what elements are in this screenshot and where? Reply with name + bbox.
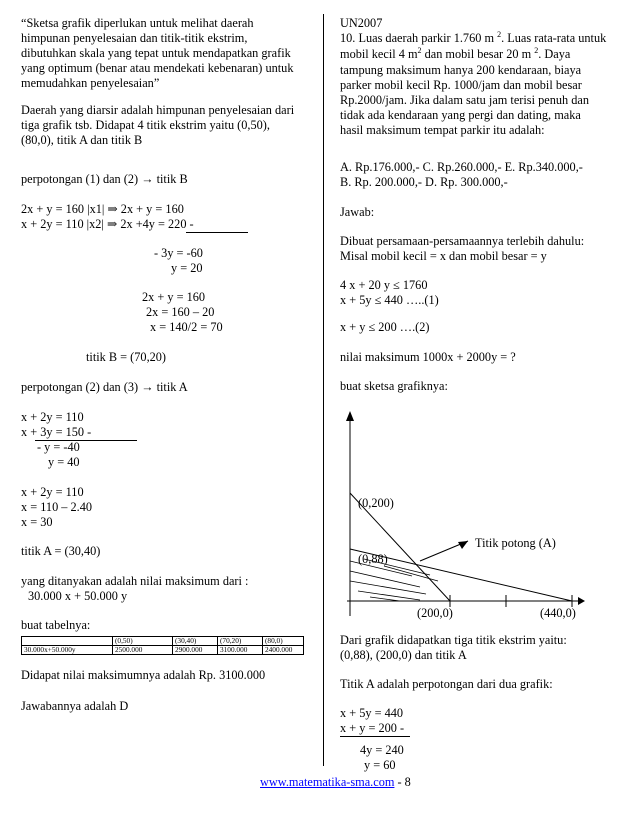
- problem-source: UN2007: [340, 16, 383, 30]
- extreme-points: (0,88), (200,0) dan titik A: [340, 648, 467, 662]
- equation: x = 110 – 2.40: [21, 500, 93, 514]
- table-intro: buat tabelnya:: [21, 618, 91, 632]
- calc-line: 2x + y = 160: [142, 290, 206, 304]
- objective-function: 30.000 x + 50.000 y: [28, 589, 128, 603]
- system-equation: x + 5y = 440: [340, 706, 404, 720]
- system-equation: y = 60: [364, 758, 396, 772]
- equation: x + 2y = 110: [21, 485, 84, 499]
- equation: x + 2y = 110: [21, 410, 84, 424]
- objective: nilai maksimum 1000x + 2000y = ?: [340, 350, 516, 364]
- conclusion: Didapat nilai maksimumnya adalah Rp. 3100.000: [21, 668, 266, 682]
- table-cell: (0,50): [113, 637, 173, 646]
- table-row: [22, 646, 304, 655]
- subtraction-line: [186, 232, 248, 233]
- inequality: x + y ≤ 200 ….(2): [340, 320, 430, 334]
- page-number: - 8: [394, 775, 411, 789]
- quote-line: himpunan penyelesaian dan titik-titik ekstrim,: [21, 31, 248, 45]
- column-divider: [323, 14, 324, 766]
- model-line: Dibuat persamaan-persamaannya terlebih dahulu:: [340, 234, 585, 248]
- intro-line: (80,0), titik A dan titik B: [21, 133, 143, 147]
- problem-line: parker mobil kecil Rp. 1000/jam dan mobil besar: [340, 78, 582, 92]
- quote-line: dibutuhkan skala yang tepat untuk mendapatkan grafik: [21, 46, 291, 60]
- superscript: 2: [497, 29, 502, 39]
- calc-line: x = 140/2 = 70: [150, 320, 223, 334]
- sketch-label: buat sketsa grafiknya:: [340, 379, 448, 393]
- solution-table: [21, 636, 304, 655]
- result-point-a: titik A = (30,40): [21, 544, 101, 558]
- x-axis-arrow-icon: [578, 597, 585, 605]
- table-cell: 30.000x+50.000y: [22, 646, 113, 655]
- problem-line: [340, 31, 606, 46]
- intro-line: tiga grafik tsb. Didapat 4 titik ekstrim yaitu (0,50),: [21, 118, 270, 132]
- system-equation: x + y = 200 -: [340, 721, 405, 735]
- inequality: x + 5y ≤ 440 …..(1): [340, 293, 439, 307]
- equation: x + 3y = 150 -: [21, 425, 92, 439]
- feasible-region-graph: [340, 401, 620, 626]
- problem-text: dan mobil besar 20 m: [421, 47, 532, 61]
- quote-line: memudahkan penyelesaian”: [21, 76, 160, 90]
- quote-line: yang optimum (benar atau mendekati kebenaran) untuk: [21, 61, 294, 75]
- website-link[interactable]: www.matematika-sma.com: [260, 775, 395, 789]
- table-cell: 3100.000: [218, 646, 263, 655]
- label-200-0: (200,0): [417, 606, 453, 620]
- model-line: Misal mobil kecil = x dan mobil besar = y: [340, 249, 547, 263]
- equation: x = 30: [21, 515, 53, 529]
- table-cell: (70,20): [218, 637, 263, 646]
- label-intersection: Titik potong (A): [475, 536, 556, 550]
- intro-line: Daerah yang diarsir adalah himpunan penyelesaian dari: [21, 103, 295, 117]
- calc-line: 2x = 160 – 20: [146, 305, 215, 319]
- calc-line: y = 20: [171, 261, 203, 275]
- answer: Jawabannya adalah D: [21, 699, 129, 713]
- problem-line: Rp.2000/jam. Jika dalam satu jam terisi penuh dan: [340, 93, 589, 107]
- system-equation: 4y = 240: [360, 743, 404, 757]
- problem-line: tampung maksimum hanya 200 kendaraan, biaya: [340, 63, 582, 77]
- superscript: 2: [417, 45, 422, 55]
- answer-options: B. Rp. 200.000,- D. Rp. 300.000,-: [340, 175, 508, 189]
- question-line: yang ditanyakan adalah nilai maksimum dari :: [21, 574, 249, 588]
- problem-text: . Luas rata-rata untuk: [501, 31, 607, 45]
- table-cell: 2500.000: [113, 646, 173, 655]
- problem-line: [340, 47, 570, 62]
- page-footer: [260, 775, 411, 790]
- problem-line: tidak ada kendaraan yang pergi dan dating, maka: [340, 108, 581, 122]
- problem-text: 10. Luas daerah parkir 1.760 m: [340, 31, 495, 45]
- label-0-200: (0,200): [358, 496, 394, 510]
- heading-point-a: perpotongan (2) dan (3) → titik A: [21, 380, 188, 394]
- table-cell: 2900.000: [173, 646, 218, 655]
- heading-point-b: perpotongan (1) dan (2) → titik B: [21, 172, 188, 186]
- answer-options: A. Rp.176.000,- C. Rp.260.000,- E. Rp.340.000,-: [340, 160, 583, 174]
- table-cell: 2400.000: [263, 646, 304, 655]
- result-point-b: titik B = (70,20): [86, 350, 167, 364]
- inequality: 4 x + 20 y ≤ 1760: [340, 278, 428, 292]
- jawab-label: Jawab:: [340, 205, 375, 219]
- equation: x + 2y = 110 |x2| ⇒ 2x +4y = 220 -: [21, 217, 194, 231]
- superscript: 2: [534, 45, 539, 55]
- subtraction-line: [340, 736, 410, 737]
- label-0-88: (0,88): [358, 552, 388, 566]
- table-cell: (80,0): [263, 637, 304, 646]
- equation: y = 40: [48, 455, 80, 469]
- equation: 2x + y = 160 |x1| ⇒ 2x + y = 160: [21, 202, 184, 216]
- point-a-heading: Titik A adalah perpotongan dari dua grafik:: [340, 677, 553, 691]
- label-440-0: (440,0): [540, 606, 576, 620]
- table-cell: (30,40): [173, 637, 218, 646]
- extreme-points: Dari grafik didapatkan tiga titik ekstrim yaitu:: [340, 633, 567, 647]
- calc-line: - 3y = -60: [154, 246, 203, 260]
- y-axis-arrow-icon: [346, 411, 354, 421]
- problem-text: . Daya: [538, 47, 571, 61]
- problem-line: hasil maksimum tempat parkir itu adalah:: [340, 123, 545, 137]
- problem-text: mobil kecil 4 m: [340, 47, 418, 61]
- quote-line: “Sketsa grafik diperlukan untuk melihat daerah: [21, 16, 254, 30]
- equation: - y = -40: [37, 440, 80, 454]
